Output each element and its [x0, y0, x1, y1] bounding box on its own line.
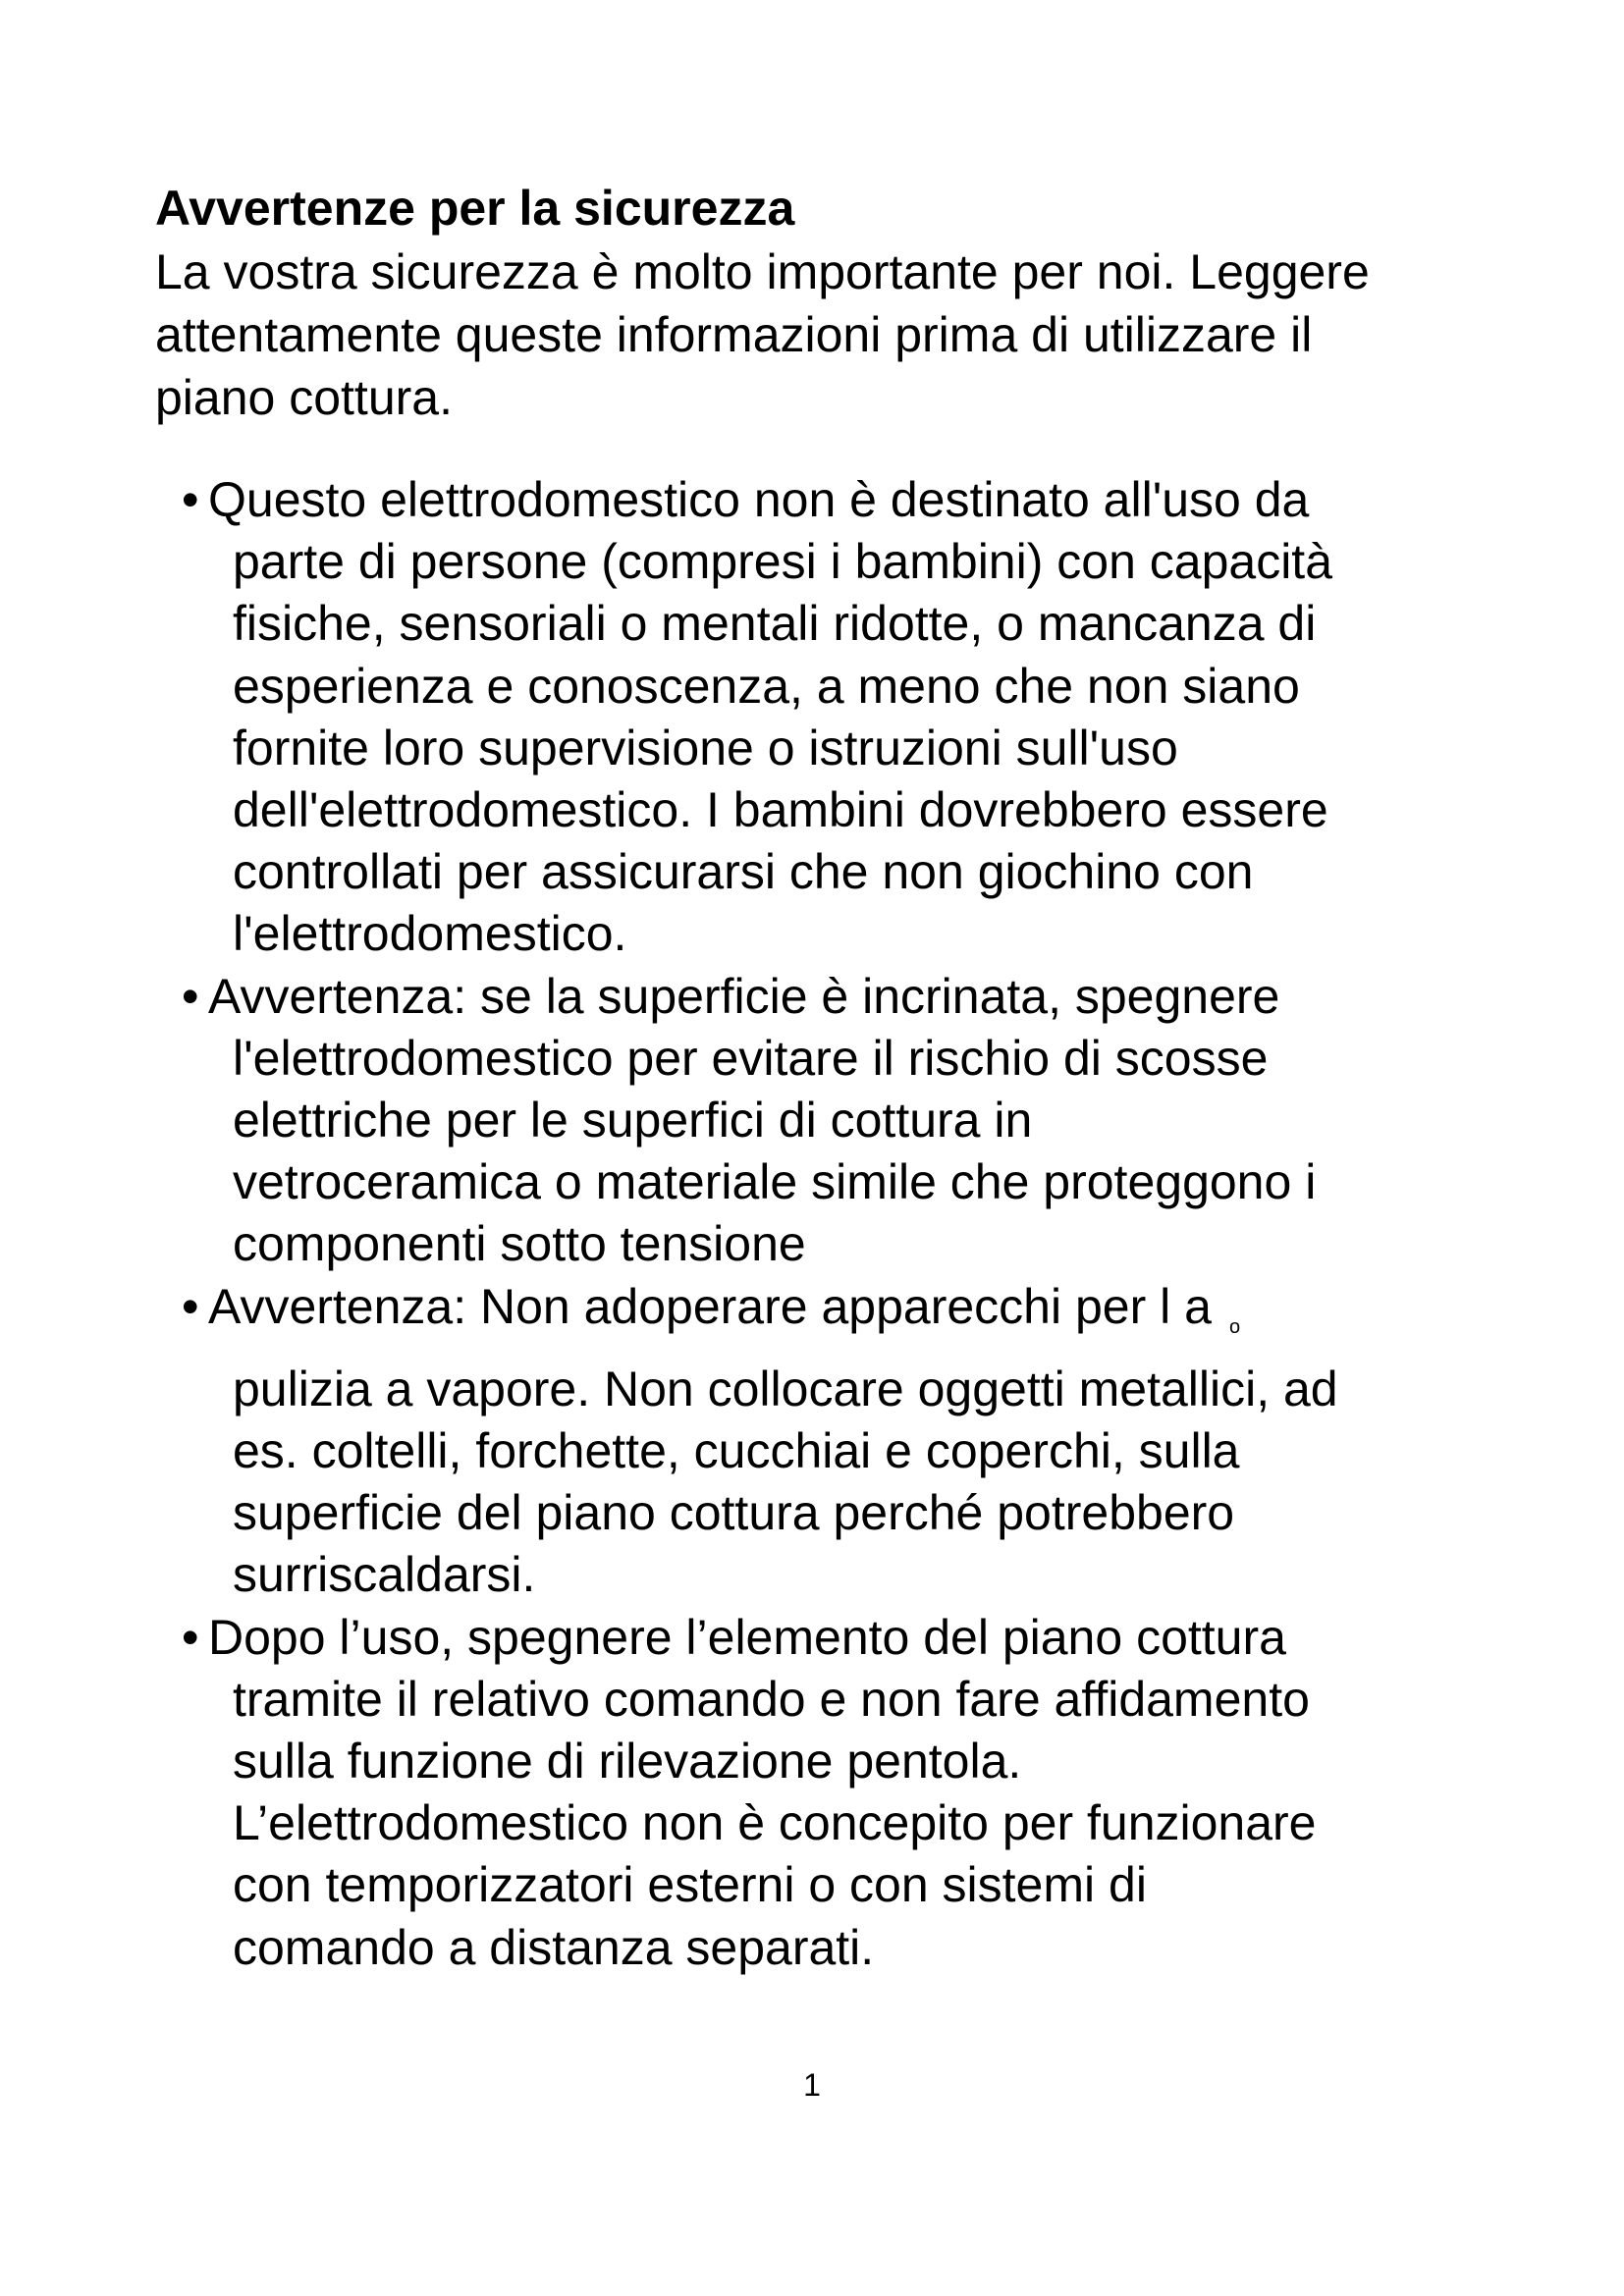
bullet-icon: •	[182, 472, 199, 527]
page-heading: Avvertenze per la sicurezza	[155, 181, 795, 236]
warning-text: Avvertenza: se la superficie è incrinata, spegnere	[208, 968, 1280, 1024]
warning-line: dell'elettrodomestico. I bambini dovrebbero essere	[233, 782, 1328, 838]
bullet-icon: •	[182, 1278, 199, 1334]
warning-line: comando a distanza separati.	[233, 1919, 875, 1975]
warning-line: vetroceramica o materiale simile che proteggono i	[233, 1154, 1317, 1210]
warning-line: es. coltelli, forchette, cucchiai e coperchi, sulla	[233, 1423, 1240, 1479]
intro-line: La vostra sicurezza è molto importante per noi. Leggere	[155, 244, 1370, 299]
safety-warnings-list	[182, 469, 1556, 1979]
intro-paragraph	[155, 240, 1549, 429]
warning-item-steam-cleaning	[182, 1276, 1556, 1607]
warning-line: pulizia a vapore. Non collocare oggetti metallici, ad	[233, 1361, 1338, 1416]
warning-line: fisiche, sensoriali o mentali ridotte, o mancanza di	[233, 596, 1317, 652]
warning-line: controllati per assicurarsi che non giochino con	[233, 844, 1254, 900]
intro-line: attentamente queste informazioni prima di utilizzare il	[155, 307, 1313, 362]
warning-text: Dopo l’uso, spegnere l’elemento del piano cottura	[208, 1609, 1286, 1665]
warning-text: Questo elettrodomestico non è destinato all'uso da	[208, 472, 1310, 527]
warning-line: l'elettrodomestico per evitare il rischio di scosse	[233, 1030, 1269, 1086]
warning-line: con temporizzatori esterni o con sistemi di	[233, 1857, 1147, 1913]
warning-line: tramite il relativo comando e non fare affidamento	[233, 1671, 1310, 1727]
bullet-icon: •	[182, 1609, 199, 1665]
bullet-icon: •	[182, 968, 199, 1024]
warning-line: surriscaldarsi.	[233, 1547, 536, 1603]
warning-line: componenti sotto tensione	[233, 1216, 806, 1272]
warning-line: elettriche per le superfici di cottura in	[233, 1093, 1033, 1148]
warning-line: superficie del piano cottura perché potrebbero	[233, 1485, 1235, 1541]
warning-item-cracked-surface	[182, 966, 1556, 1276]
warning-line: fornite loro supervisione o istruzioni sull'uso	[233, 720, 1178, 775]
intro-line: piano cottura.	[155, 370, 453, 425]
warning-line	[182, 1607, 1556, 1669]
warning-line: esperienza e conoscenza, a meno che non siano	[233, 658, 1300, 714]
warning-line	[182, 966, 1556, 1028]
warning-line: l'elettrodomestico.	[233, 906, 627, 962]
warning-line: parte di persone (compresi i bambini) con capacità	[233, 534, 1332, 590]
warning-item-children	[182, 469, 1556, 966]
page-number: 1	[803, 2067, 821, 2103]
stray-mark: o	[1228, 1315, 1241, 1338]
warning-line	[182, 1276, 1556, 1359]
warning-line: L’elettrodomestico non è concepito per funzionare	[233, 1795, 1317, 1851]
warning-item-after-use	[182, 1607, 1556, 1979]
warning-line: sulla funzione di rilevazione pentola.	[233, 1734, 1022, 1789]
warning-line	[182, 469, 1556, 531]
warning-text: Avvertenza: Non adoperare apparecchi per l a	[208, 1278, 1212, 1334]
